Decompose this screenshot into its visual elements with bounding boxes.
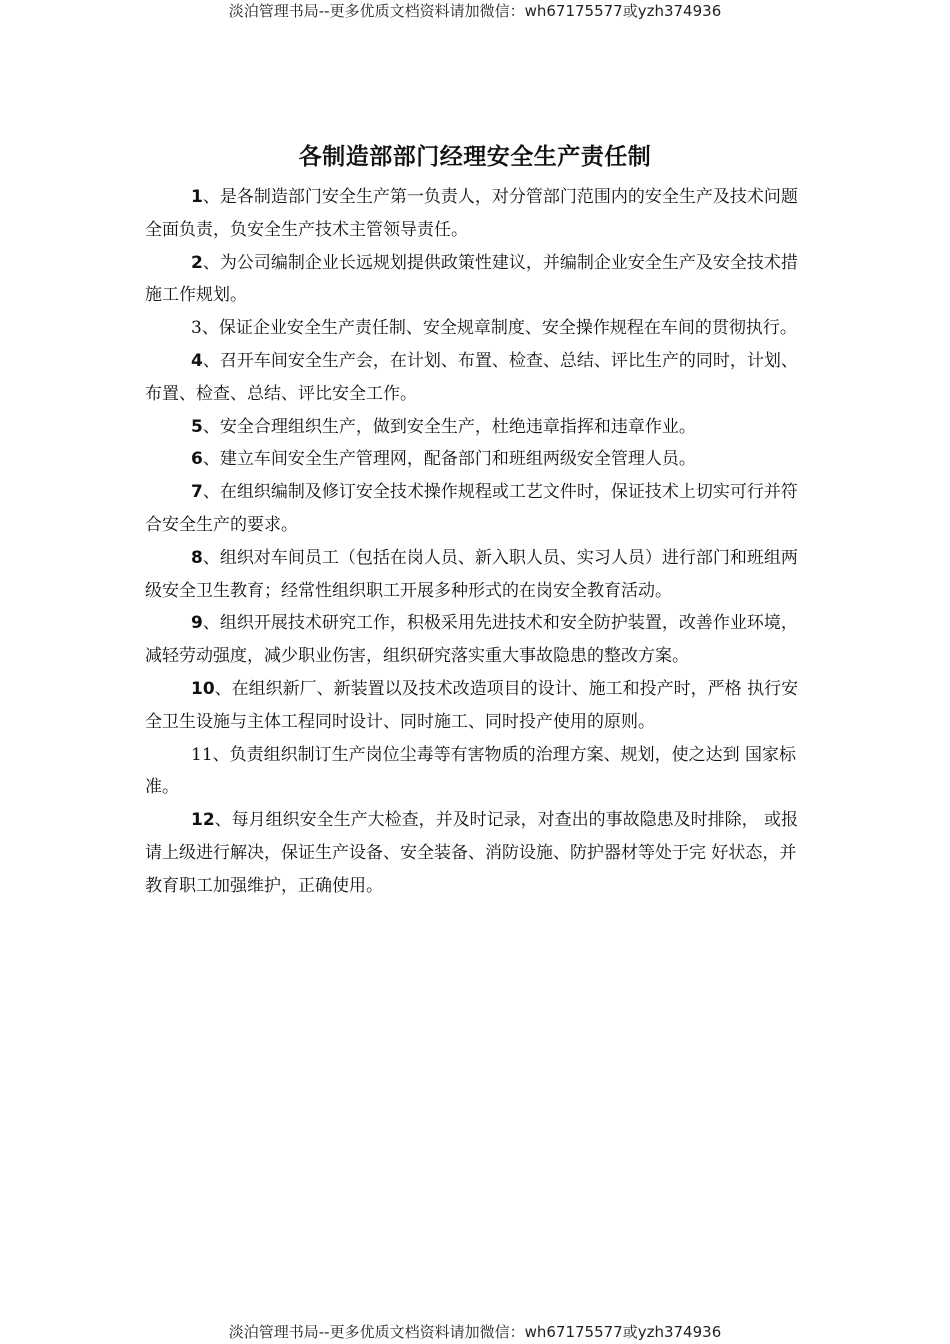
list-item [145, 345, 810, 411]
list-item [145, 443, 810, 476]
document-body [145, 181, 810, 903]
list-item [145, 411, 810, 444]
list-item [145, 607, 810, 673]
list-item [145, 181, 810, 247]
item-text: 、在组织编制及修订安全技术操作规程或工艺文件时，保证技术上切实可行并符合安全生产的要求。 [145, 482, 798, 535]
item-text: 、负责组织制订生产岗位尘毒等有害物质的治理方案、规划，使之达到 国家标准。 [145, 744, 797, 798]
list-item [145, 673, 810, 739]
item-number: 12 [191, 810, 215, 831]
item-number: 8 [191, 547, 203, 568]
item-number: 7 [191, 482, 203, 503]
item-number: 9 [191, 613, 203, 634]
item-text: 、建立车间安全生产管理网，配备部门和班组两级安全管理人员。 [202, 449, 696, 470]
item-number: 5 [191, 416, 203, 437]
item-text: 、是各制造部门安全生产第一负责人，对分管部门范围内的安全生产及技术问题全面负责，负安全生产技术主管领导责任。 [145, 187, 798, 240]
item-text: 、在组织新厂、新装置以及技术改造项目的设计、施工和投产时，严格 执行安全卫生设施与主体工程同时设计、同时施工、同时投产使用的原则。 [145, 678, 799, 732]
list-item [145, 476, 810, 542]
footer-banner: 淡泊管理书局--更多优质文档资料请加微信：wh67175577或yzh374936 [228, 1323, 722, 1341]
item-text: 、保证企业安全生产责任制、安全规章制度、安全操作规程在车间的贯彻执行。 [201, 318, 797, 339]
item-number: 3 [191, 318, 202, 339]
item-text: 、安全合理组织生产，做到安全生产，杜绝违章指挥和违章作业。 [202, 416, 696, 437]
item-text: 、组织开展技术研究工作，积极采用先进技术和安全防护装置，改善作业环境，减轻劳动强度，减少职业伤害，组织研究落实重大事故隐患的整改方案。 [145, 613, 798, 667]
list-item [145, 247, 810, 313]
item-number: 10 [191, 678, 215, 699]
header-banner: 淡泊管理书局--更多优质文档资料请加微信：wh67175577或yzh374936 [228, 2, 722, 20]
item-text: 、组织对车间员工（包括在岗人员、新入职人员、实习人员）进行部门和班组两级安全卫生教育；经常性组织职工开展多种形式的在岗安全教育活动。 [145, 547, 798, 601]
item-number: 11 [191, 744, 213, 765]
document-title: 各制造部部门经理安全生产责任制 [298, 144, 652, 170]
item-text: 、每月组织安全生产大检查，并及时记录，对查出的事故隐患及时排除， 或报请上级进行解决，保证生产设备、安全装备、消防设施、防护器材等处于完 好状态，并教育职工加强维护，正确使用。 [145, 810, 799, 896]
item-number: 2 [191, 252, 203, 273]
list-item [145, 804, 810, 902]
item-text: 、召开车间安全生产会，在计划、布置、检查、总结、评比生产的同时，计划、布置、检查、总结、评比安全工作。 [145, 350, 798, 404]
item-text: 、为公司编制企业长远规划提供政策性建议，并编制企业安全生产及安全技术措施工作规划。 [145, 252, 798, 306]
item-number: 4 [191, 350, 203, 371]
item-number: 1 [191, 187, 203, 207]
list-item [145, 739, 810, 805]
list-item [145, 312, 810, 345]
list-item [145, 542, 810, 608]
item-number: 6 [191, 449, 203, 470]
